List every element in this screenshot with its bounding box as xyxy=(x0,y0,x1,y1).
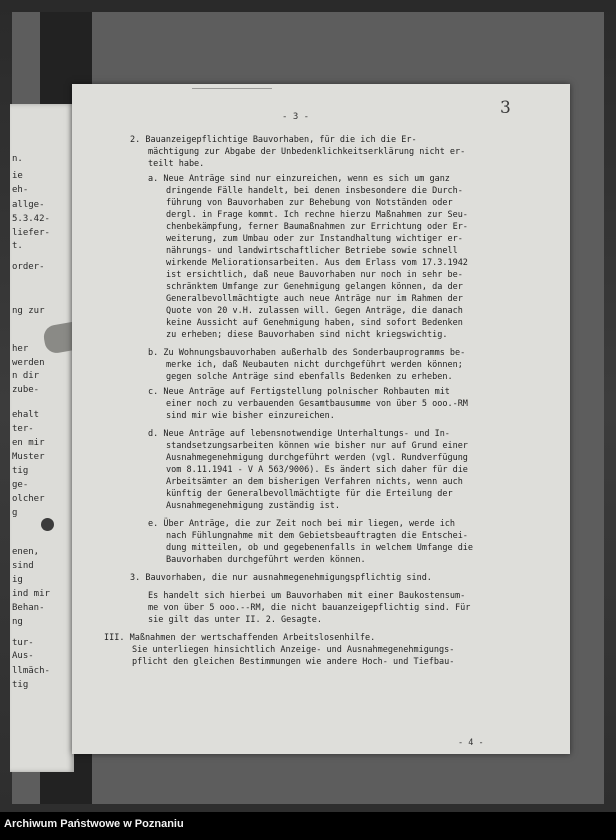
text-line: pflicht den gleichen Bestimmungen wie andere Hoch- und Tiefbau- xyxy=(132,657,455,667)
text-line: b. Zu Wohnungsbauvorhaben außerhalb des Sonderbauprogramms be- xyxy=(148,348,466,358)
text-line: Es handelt sich hierbei um Bauvorhaben mit einer Baukostensum- xyxy=(148,591,466,601)
text-line: me von über 5 ooo.--RM, die nicht bauanzeigepflichtig sind. Für xyxy=(148,603,471,613)
document-page xyxy=(72,84,570,754)
text-line: sie gilt das unter II. 2. Gesagte. xyxy=(148,615,322,625)
left-page-fragment: Aus- xyxy=(12,651,34,661)
left-page-fragment: sind xyxy=(12,561,34,571)
left-page-fragment: ter- xyxy=(12,424,34,434)
left-page-fragment: her xyxy=(12,344,29,354)
text-line: nach Fühlungnahme mit dem Gebietsbeauftragten die Entschei- xyxy=(166,531,468,541)
text-line: dringende Fälle handelt, bei denen insbesondere die Durch- xyxy=(166,186,463,196)
previous-page-edge xyxy=(10,104,74,772)
text-line: c. Neue Anträge auf Fertigstellung polnischer Rohbauten mit xyxy=(148,387,450,397)
text-line: keine Aussicht auf Genehmigung haben, sind sofort Bedenken xyxy=(166,318,463,328)
archive-caption: Archiwum Państwowe w Poznaniu xyxy=(4,818,184,830)
handwritten-page-number: 3 xyxy=(500,98,511,118)
text-line: sind mir wie bisher einzureichen. xyxy=(166,411,335,421)
left-page-fragment: eh- xyxy=(12,185,29,195)
text-line: teilt habe. xyxy=(148,159,205,169)
text-line: merke ich, daß Neubauten nicht durchgeführt werden können; xyxy=(166,360,463,370)
text-line: dergl. in Frage kommt. Ich rechne hierzu Maßnahmen zur Seu- xyxy=(166,210,468,220)
left-page-fragment: g xyxy=(12,508,18,518)
left-page-fragment: ng xyxy=(12,617,23,627)
left-page-fragment: werden xyxy=(12,358,45,368)
left-page-fragment: order- xyxy=(12,262,45,272)
left-page-fragment: tig xyxy=(12,680,29,690)
left-page-fragment: llmäch- xyxy=(12,666,50,676)
text-line: einer noch zu verbauenden Gesamtbausumme von über 5 ooo.-RM xyxy=(166,399,468,409)
page-number: - 3 - xyxy=(282,112,310,122)
left-page-fragment: Behan- xyxy=(12,603,45,613)
text-line: Ausnahmegenehmigung zuständig ist. xyxy=(166,501,340,511)
left-page-fragment: tur- xyxy=(12,638,34,648)
text-line: 2. Bauanzeigepflichtige Bauvorhaben, für die ich die Er- xyxy=(130,135,417,145)
left-page-fragment: n. xyxy=(12,154,23,164)
text-line: weiterung, zum Umbau oder zur Instandhaltung wichtiger er- xyxy=(166,234,463,244)
left-page-fragment: ig xyxy=(12,575,23,585)
text-line: führung von Bauvorhaben zur Behebung von Notständen oder xyxy=(166,198,453,208)
left-page-fragment: ge- xyxy=(12,480,29,490)
text-line: zu erheben; diese Bauvorhaben sind nicht kriegswichtig. xyxy=(166,330,448,340)
text-line: künftig der Generalbevollmächtigte für die Erteilung der xyxy=(166,489,453,499)
left-page-fragment: allge- xyxy=(12,200,45,210)
page-footer-number: - 4 - xyxy=(458,738,484,748)
left-page-fragment: ind mir xyxy=(12,589,50,599)
text-line: mächtigung zur Abgabe der Unbedenklichkeitserklärung nicht er- xyxy=(148,147,466,157)
text-line: standsetzungsarbeiten können wie bisher nur auf Grund einer xyxy=(166,441,468,451)
punch-hole xyxy=(41,518,54,531)
text-line: chenbekämpfung, ferner Baumaßnahmen zur Errichtung oder Er- xyxy=(166,222,468,232)
text-line: III. Maßnahmen der wertschaffenden Arbeitslosenhilfe. xyxy=(104,633,376,643)
text-line: Quote von 20 v.H. zulassen will. Gegen Anträge, die danach xyxy=(166,306,463,316)
text-line: a. Neue Anträge sind nur einzureichen, wenn es sich um ganz xyxy=(148,174,450,184)
text-line: dung mitteilen, ob und gegebenenfalls in welchem Umfange die xyxy=(166,543,474,553)
top-scribble xyxy=(192,88,272,95)
text-line: e. Über Anträge, die zur Zeit noch bei mir liegen, werde ich xyxy=(148,519,456,529)
left-page-fragment: enen, xyxy=(12,547,40,557)
left-page-fragment: liefer- xyxy=(12,228,50,238)
text-line: nährungs- und landwirtschaftlicher Betriebe sowie schnell xyxy=(166,246,458,256)
left-page-fragment: Muster xyxy=(12,452,45,462)
left-page-fragment: ie xyxy=(12,171,23,181)
left-page-fragment: olcher xyxy=(12,494,45,504)
text-line: schränktem Umfange zur Genehmigung gelangen können, da der xyxy=(166,282,463,292)
text-line: Generalbevollmächtigte auch neue Anträge nur im Rahmen der xyxy=(166,294,463,304)
left-page-fragment: ehalt xyxy=(12,410,40,420)
text-line: Ausnahmegenehmigung durchgeführt werden (vgl. Rundverfügung xyxy=(166,453,468,463)
text-line: Bauvorhaben durchgeführt werden können. xyxy=(166,555,366,565)
left-page-fragment: 5.3.42- xyxy=(12,214,50,224)
left-page-fragment: ng zur xyxy=(12,306,45,316)
left-page-fragment: zube- xyxy=(12,385,40,395)
left-page-fragment: en mir xyxy=(12,438,45,448)
left-page-fragment: t. xyxy=(12,241,23,251)
text-line: vom 8.11.1941 - V A 563/9006). Es ändert sich daher für die xyxy=(166,465,468,475)
text-line: gegen solche Anträge sind ebenfalls Bedenken zu erheben. xyxy=(166,372,453,382)
text-line: ist ersichtlich, daß neue Bauvorhaben nur noch in sehr be- xyxy=(166,270,463,280)
text-line: d. Neue Anträge auf lebensnotwendige Unterhaltungs- und In- xyxy=(148,429,450,439)
text-line: Sie unterliegen hinsichtlich Anzeige- und Ausnahmegenehmigungs- xyxy=(132,645,455,655)
left-page-fragment: tig xyxy=(12,466,29,476)
text-line: 3. Bauvorhaben, die nur ausnahmegenehmigungspflichtig sind. xyxy=(130,573,432,583)
text-line: Arbeitsämter an dem bisherigen Verfahren nichts, wenn auch xyxy=(166,477,463,487)
left-page-fragment: n dir xyxy=(12,371,40,381)
text-line: wirkende Meliorationsarbeiten. Aus dem Erlass vom 17.3.1942 xyxy=(166,258,468,268)
